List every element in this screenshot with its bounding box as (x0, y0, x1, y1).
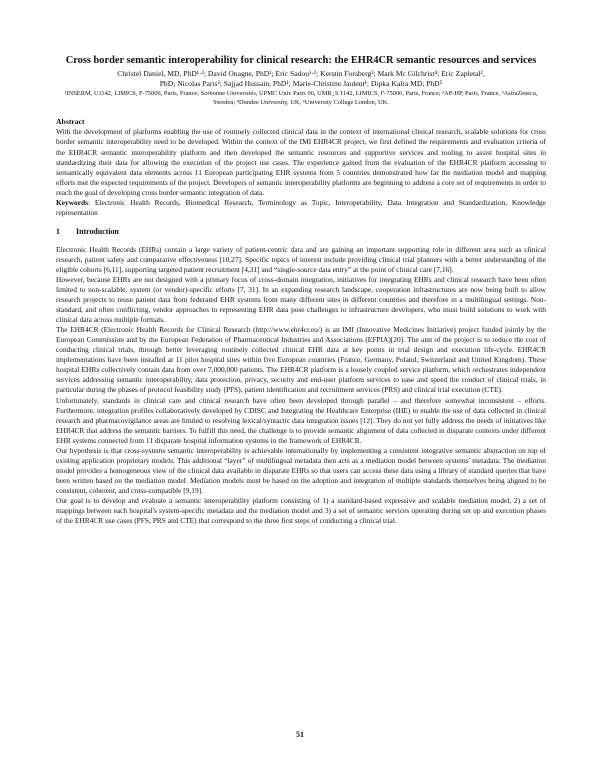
body-paragraph: Our goal is to develop and evaluate a semantic interoperability platform consisting of 1) a standard-based expressive and scalable mediation model, 2) a set of mappings between each hospital's system-specific metadata and the mediation model and 3) a set of semantic services operating during set up and execution phases of the EHR4CR use cases (PFS, PRS and CTE) that correspond to the three first steps of conducting a clinical trial. (56, 496, 546, 526)
paper-title: Cross border semantic interoperability for clinical research: the EHR4CR semantic resources and services (65, 55, 537, 66)
body-paragraph: Our hypothesis is that cross-systems semantic interoperability is achievable internationally by implementing a consistent integrative semantic abstraction on top of existing application proprietary models. This additional “layer” of multilingual metadata then acts as a mediation model between systems' metadata. The mediation model provides a homogeneous view of the clinical data available in disparate EHRs so that users can access these data using a library of standard queries that have been written based on the mediation model. Mediation models must be based on the adoption and integration of multiple standards themselves being aligned to be consistent, coherent, and cross-compatible [9,19]. (56, 445, 546, 495)
abstract-text: With the development of platforms enabling the use of routinely collected clinical data in the context of international clinical research, scalable solutions for cross border semantic interoperability need to be developed. Within the context of the IMI EHR4CR project, we first defined the requirements and evaluation criteria of the EHR4CR semantic interoperability platform and then developed the semantic resources and supportive services and tooling to assist hospital sites in standardizing their data for allowing the execution of the project use cases. The experience gained from the evaluation of the EHR4CR platform accessing to semantically equivalent data elements across 11 European participating EHR systems from 5 countries demonstrated how far the mediation model and mapping efforts met the expected requirements of the project. Developers of semantic interoperability platforms are beginning to address a core set of requirements in order to reach the goal of developing cross border semantic integration of data. (56, 127, 546, 197)
keywords (56, 198, 546, 218)
body-paragraph: Unfortunately, standards in clinical care and clinical research have often been developed through parallel – and therefore somewhat inconsistent – efforts. Furthermore, integration profiles collaboratively developed by CDISC and Integrating the Healthcare Enterprise (IHE) to enable the use of data collected in clinical research and pharmacovigilance areas are limited to resolving lexical/syntactic data integration issues [12]. They do not yet fully address the needs of initiatives like EHR4CR that address the semantic barriers. To fulfill this need, the challenge is to provide semantic alignment of data collected in disparate contexts under different EHR systems connected from 11 disparate hospital information systems in the framework of EHR4CR. (56, 395, 546, 445)
paper-page (56, 54, 546, 526)
body-paragraph: However, because EHRs are not designed with a primary focus of cross-domain integration, initiatives for integrating EHRs and clinical research have been often limited to non-scalable, system (or vendor)-specific efforts [7, 31]. In an expanding research landscape, cooperation infrastructures are now being built to allow research projects to reuse patient data from federated EHR systems from many different sites in different countries and therefore in a multilingual settings. Non-standard, and often conflicting, vendor approaches to representing EHR data pose challenges to infrastructure developers, who must build solutions to work with clinical data across multiple formats. (56, 274, 546, 325)
affiliations: ¹INSERM, U1142, LIMICS, F-75006, Paris, France; Sorbonne Universités, UPMC Univ Paris 06, UMR_S 1142, LIMICS, F-75006, Paris, France; ²AP-HP, Paris, France, ³AstraZeneca, Sweden; ⁴Dundee University, UK, ⁵University College London, UK. (64, 90, 538, 107)
keywords-text: : Electronic Health Records, Biomedical Research, Terminology as Topic, Interoperability, Data Integration and Standardization, Knowledge representation (56, 197, 546, 217)
body-paragraph: Electronic Health Records (EHRs) contain a large variety of patient-centric data and are gaining an important supporting role in different area such as clinical research, patient safety and comparative effectiveness [10,27]. Specific topics of interest include providing clinical trial planners with a better understanding of the eligible cohorts [6,11], supporting targeted patient recruitment [4,31] and “single-source data entry” at the point of clinical care [7,16]. (56, 244, 546, 274)
abstract-heading: Abstract (56, 117, 85, 127)
section-heading (56, 227, 546, 237)
page-number: 51 (296, 730, 304, 739)
section-title: Introduction (76, 226, 119, 236)
section-number: 1 (56, 226, 60, 236)
keywords-label: Keywords (56, 197, 89, 207)
body-paragraph: The EHR4CR (Electronic Health Records for Clinical Research (http://www.ehr4cr.eu/) is an IMI (Innovative Medicines Initiative) project funded jointly by the European Commission and by the European Federation of Pharmaceutical Industries and Associations (EFPIA)[20]. The aim of the project is to reduce the cost of conducting clinical trials, through better leveraging routinely collected clinical EHR data at key points in trial design and execution life-cycle. EHR4CR implementations have been installed at 11 pilot hospital sites within five European countries (France, Germany, Poland, Switzerland and United Kingdom). These hospital EHRs collectively contain data from over 7,000,000 patients. The EHR4CR platform is a loosely coupled service platform, which orchestrates independent services addressing semantic interoperability, data protection, privacy, security and end-user platform services to ease and speed the conduct of clinical trials, in particular during the phases of protocol feasibility study (PFS), patient identification and recruitment services (PRS) and clinical trial execution (CTE). (56, 325, 546, 395)
authors-line-2: PhD; Nicolas Paris²; Sajjad Hussain, PhD¹; Marie-Christine Jaulent¹; Dipka Kalra MD, PhD⁵ (159, 79, 443, 89)
authors (56, 69, 546, 89)
authors-line-1: Christel Daniel, MD, PhD¹·²; David Ouagne, PhD¹; Eric Sadou¹·²; Kerstin Forsberg³; Mark Mc Gilchrist⁴; Eric Zapletal², (117, 69, 485, 78)
